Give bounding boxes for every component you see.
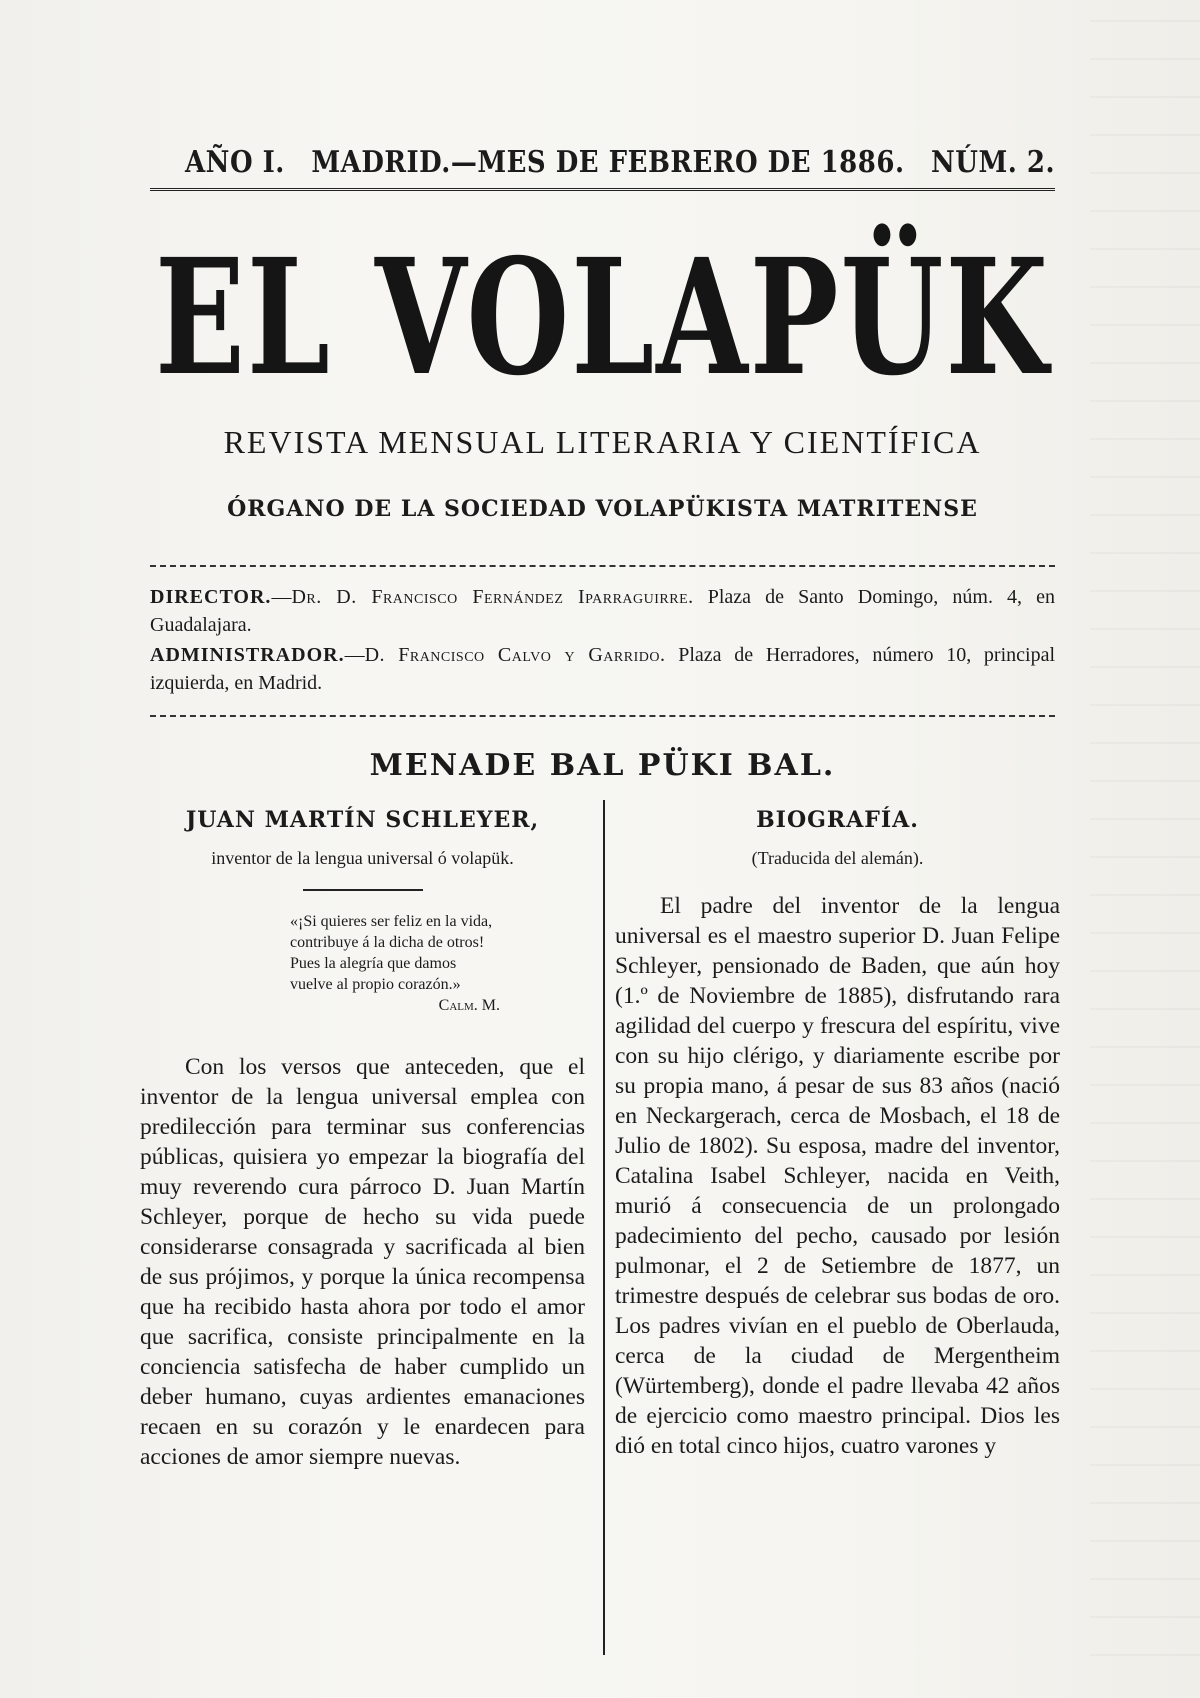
director-role: DIRECTOR. [150,586,272,608]
epigraph [290,911,585,1016]
administrator-line: ADMINISTRADOR.—D. Francisco Calvo y Garrido. Plaza de Herradores, número 10, principal izquierda, en Madrid. [150,644,1055,694]
administrator-address: Plaza de Herradores, número 10, principal izquierda, en Madrid. [150,644,1055,694]
issue-number: NÚM. 2. [931,145,1055,181]
right-column [615,805,1060,1461]
header-rule [150,188,1055,191]
masthead-subtitle: REVISTA MENSUAL LITERARIA Y CIENTÍFICA [223,424,982,460]
staff-bottom-rule [150,715,1055,717]
epigraph-line: contribuye á la dicha de otros! [290,934,485,951]
masthead-organ: ÓRGANO DE LA SOCIEDAD VOLAPÜKISTA MATRITENSE [227,496,978,522]
left-short-rule [303,889,423,891]
issue-year: AÑO I. [185,145,285,181]
administrator-role: ADMINISTRADOR. [150,644,345,666]
left-column [140,805,585,1472]
director-name: Dr. D. Francisco Fernández Iparraguirre. [291,586,694,608]
epigraph-line: vuelve al propio corazón.» [290,976,461,993]
administrator-name: D. Francisco Calvo y Garrido. [364,644,666,666]
masthead-title: EL VOLAPÜK [155,223,1050,411]
facing-page-bleed [1090,20,1200,1680]
left-subheading: inventor de la lengua universal ó volapük. [211,848,514,868]
epigraph-line: «¡Si quieres ser feliz en la vida, [290,913,493,930]
left-heading: JUAN MARTÍN SCHLEYER, [185,807,540,833]
column-rule [603,800,605,1655]
director-address: Plaza de Santo Domingo, núm. 4, en Guadalajara. [150,586,1056,636]
staff-block [150,583,1055,699]
section-title: MENADE BAL PÜKI BAL. [369,748,836,783]
issue-place-date: MADRID.—MES DE FEBRERO DE 1886. [311,145,905,181]
issue-header [185,146,1055,181]
director-line: DIRECTOR.—Dr. D. Francisco Fernández Iparraguirre. Plaza de Santo Domingo, núm. 4, en Guadalajara. [150,586,1056,636]
right-paragraph: El padre del inventor de la lengua universal es el maestro superior D. Juan Felipe Schleyer, pensionado de Baden, que aún hoy (1.º de Noviembre de 1885), disfrutando rara agilidad del cuerpo y frescura del espíritu, vive con su hijo clérigo, y diariamente escribe por su propia mano, á pesar de sus 83 años (nació en Neckargerach, cerca de Mosbach, el 18 de Julio de 1802). Su esposa, madre del inventor, Catalina Isabel Schleyer, nacida en Veith, murió á consecuencia de un prolongado padecimiento del pecho, causado por lesión pulmonar, el 2 de Setiembre de 1877, un trimestre después de celebrar sus bodas de oro. Los padres vivían en el pueblo de Oberlauda, cerca de la ciudad de Mergentheim (Würtemberg), donde el padre llevaba 42 años de ejercicio como maestro principal. Dios les dió en total cinco hijos, cuatro varones y [615,893,1060,1459]
staff-top-rule [150,565,1055,567]
left-paragraph: Con los versos que anteceden, que el inventor de la lengua universal emplea con predilección para terminar sus conferencias públicas, quisiera yo empezar la biografía del muy reverendo cura párroco D. Juan Martín Schleyer, porque de hecho su vida puede considerarse consagrada y sacrificada al bien de sus prójimos, y porque la única recompensa que ha recibido hasta ahora por todo el amor que sacrifica, consiste principalmente en la conciencia satisfecha de haber cumplido un deber humano, cuyas ardientes emanaciones recaen en su corazón y le enardecen para acciones de amor siempre nuevas. [140,1054,585,1470]
right-heading: BIOGRAFÍA. [756,807,919,833]
epigraph-line: Pues la alegría que damos [290,955,457,972]
right-note: (Traducida del alemán). [751,848,924,868]
epigraph-signature: Calm. M. [438,997,500,1014]
